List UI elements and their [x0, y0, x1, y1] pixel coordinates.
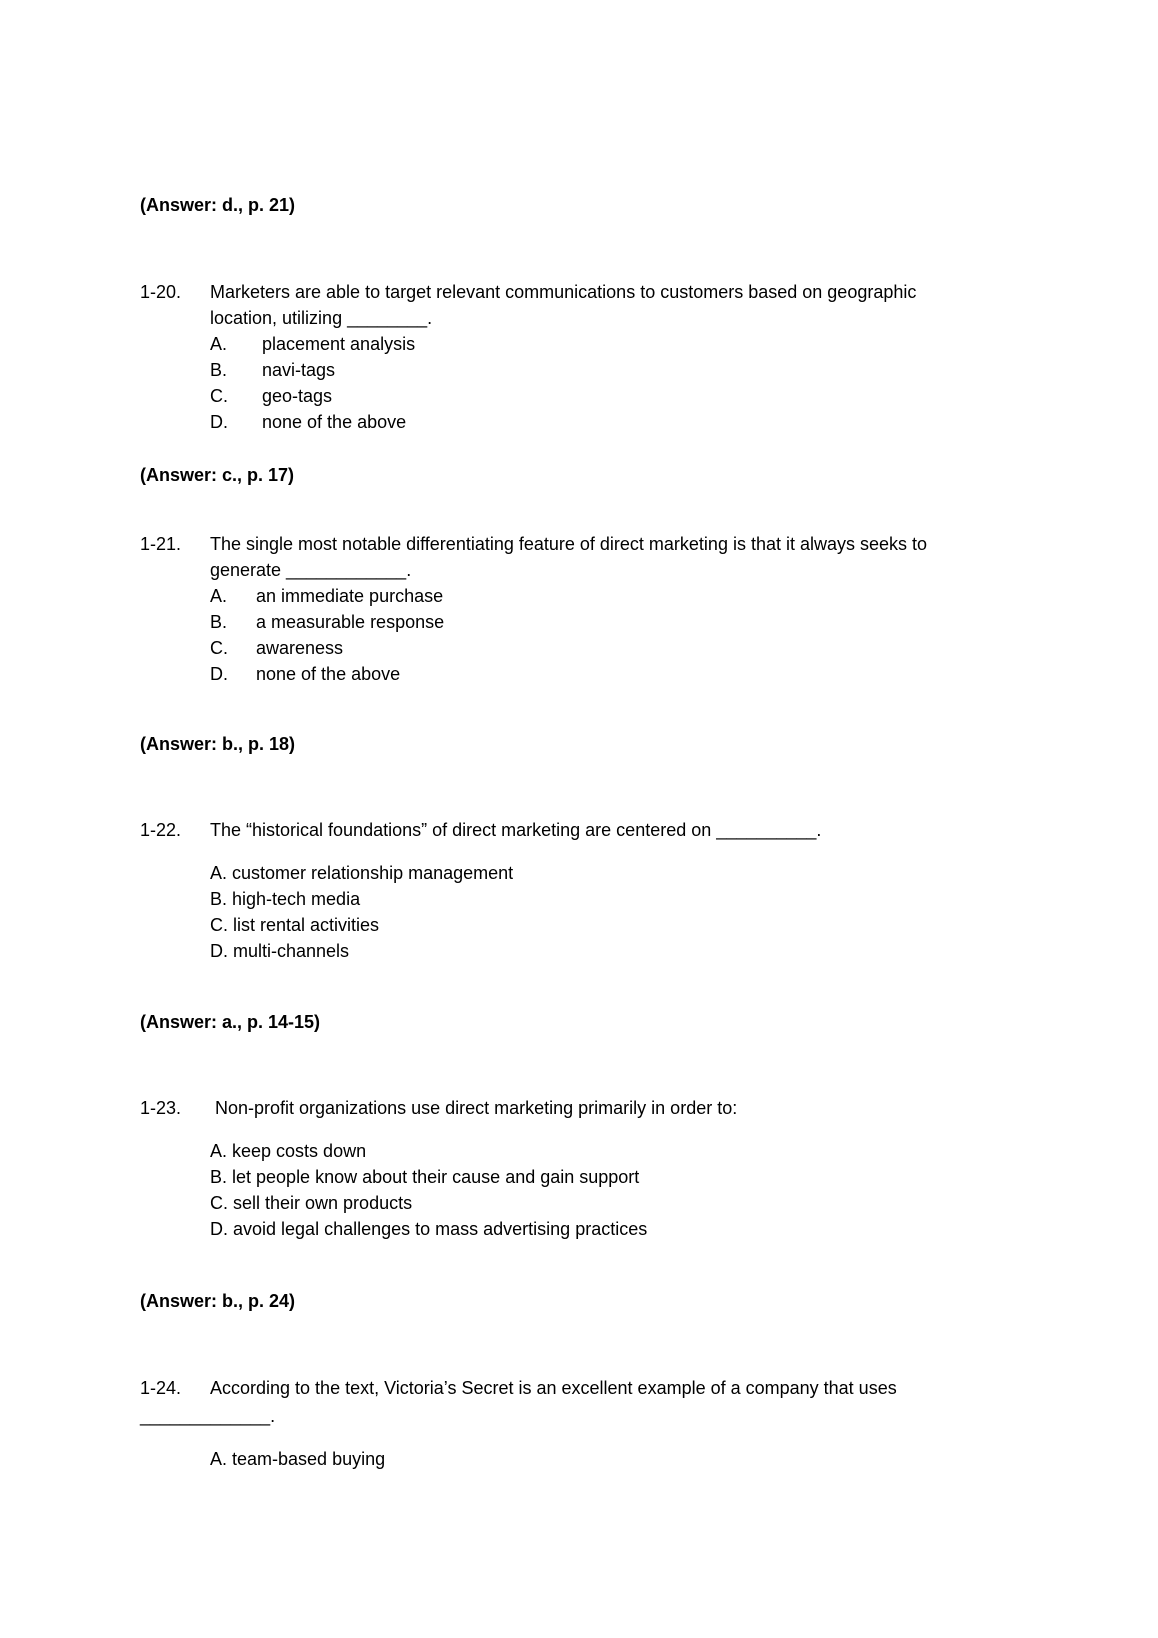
option-letter: C. — [210, 638, 228, 658]
option-letter: D. — [210, 664, 228, 684]
question-text: Non-profit organizations use direct marketing primarily in order to: — [215, 1098, 738, 1118]
option-letter: A. — [210, 334, 228, 354]
question-text: generate ____________. — [210, 560, 412, 580]
option-letter: A. — [210, 586, 228, 606]
option: A. team-based buying — [210, 1449, 386, 1469]
question-text: location, utilizing ________. — [210, 308, 433, 328]
question-number: 1-20. — [140, 282, 182, 302]
option: D. avoid legal challenges to mass advertising practices — [210, 1219, 648, 1239]
answer-key: (Answer: c., p. 17) — [140, 465, 295, 485]
option-text: awareness — [256, 638, 344, 658]
question-text: Marketers are able to target relevant communications to customers based on geographic — [210, 282, 917, 302]
option-text: placement analysis — [262, 334, 416, 354]
question-text: The “historical foundations” of direct marketing are centered on __________. — [210, 820, 822, 840]
option-letter: B. — [210, 360, 228, 380]
question-text: _____________. — [140, 1406, 276, 1426]
option: C. sell their own products — [210, 1193, 413, 1213]
option-text: geo-tags — [262, 386, 333, 406]
answer-key: (Answer: b., p. 18) — [140, 734, 296, 754]
option: D. multi-channels — [210, 941, 350, 961]
option: B. high-tech media — [210, 889, 361, 909]
answer-key: (Answer: a., p. 14-15) — [140, 1012, 321, 1032]
question-number: 1-24. — [140, 1378, 182, 1398]
question-number: 1-23. — [140, 1098, 182, 1118]
question-number: 1-21. — [140, 534, 182, 554]
answer-key: (Answer: d., p. 21) — [140, 195, 296, 215]
option-text: navi-tags — [262, 360, 336, 380]
option-letter: B. — [210, 612, 228, 632]
question-text: The single most notable differentiating feature of direct marketing is that it always seeks to — [210, 534, 928, 554]
option-text: none of the above — [256, 664, 401, 684]
option-letter: D. — [210, 412, 228, 432]
option-letter: C. — [210, 386, 228, 406]
option-text: a measurable response — [256, 612, 445, 632]
option: A. customer relationship management — [210, 863, 514, 883]
option-text: none of the above — [262, 412, 407, 432]
question-number: 1-22. — [140, 820, 182, 840]
answer-key: (Answer: b., p. 24) — [140, 1291, 296, 1311]
question-text: According to the text, Victoria’s Secret is an excellent example of a company that uses — [210, 1378, 897, 1398]
option-text: an immediate purchase — [256, 586, 444, 606]
option: B. let people know about their cause and gain support — [210, 1167, 640, 1187]
option: A. keep costs down — [210, 1141, 367, 1161]
option: C. list rental activities — [210, 915, 380, 935]
